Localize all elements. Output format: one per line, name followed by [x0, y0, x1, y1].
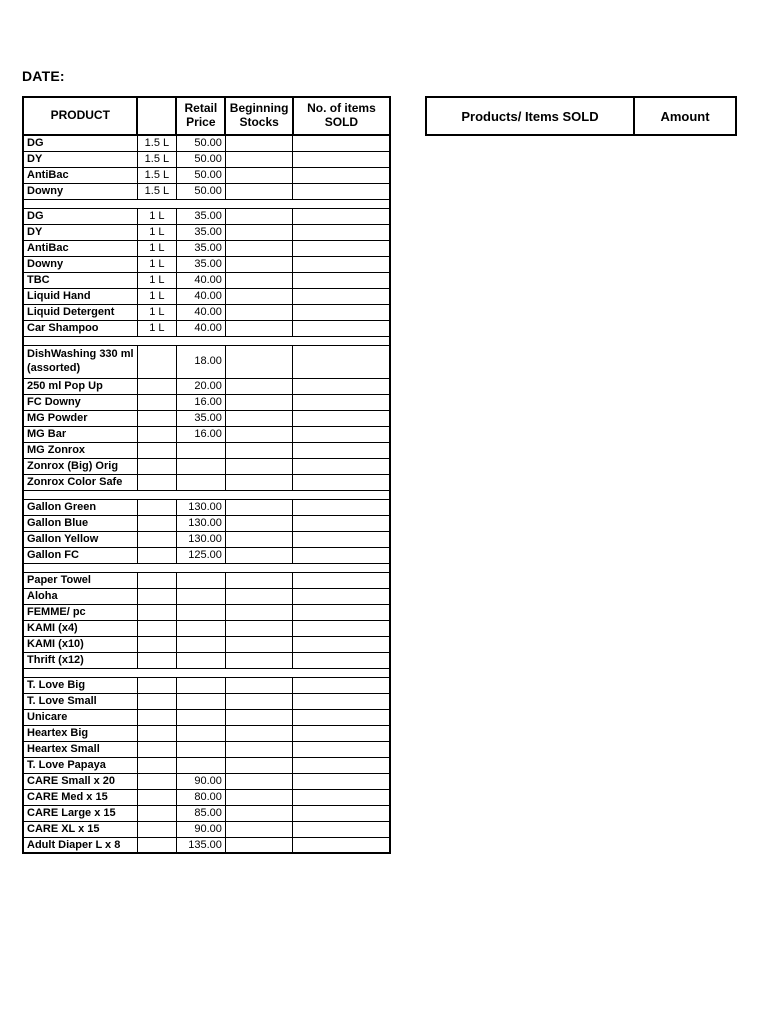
table-row	[23, 272, 390, 288]
items-sold-cell	[293, 151, 390, 167]
product-name-cell: Downy	[23, 256, 137, 272]
retail-price-cell: 40.00	[176, 288, 225, 304]
table-row	[23, 240, 390, 256]
table-row	[23, 499, 390, 515]
items-sold-cell	[293, 588, 390, 604]
retail-price-cell	[176, 620, 225, 636]
product-name-cell: FC Downy	[23, 394, 137, 410]
size-cell	[137, 442, 176, 458]
beginning-stocks-cell	[225, 410, 292, 426]
retail-price-cell: 90.00	[176, 773, 225, 789]
retail-price-cell: 135.00	[176, 837, 225, 853]
size-cell: 1 L	[137, 320, 176, 336]
header-amount: Amount	[634, 97, 736, 135]
product-name-cell: MG Bar	[23, 426, 137, 442]
product-name-cell: MG Powder	[23, 410, 137, 426]
table-row	[23, 677, 390, 693]
product-name-cell: Paper Towel	[23, 572, 137, 588]
retail-price-cell	[176, 709, 225, 725]
size-cell	[137, 837, 176, 853]
inventory-table	[22, 96, 391, 854]
spacer-cell	[23, 563, 390, 572]
table-row	[23, 636, 390, 652]
size-cell	[137, 636, 176, 652]
table-row	[23, 304, 390, 320]
product-name-cell: DY	[23, 151, 137, 167]
retail-price-cell: 40.00	[176, 272, 225, 288]
size-cell: 1.5 L	[137, 135, 176, 151]
beginning-stocks-cell	[225, 837, 292, 853]
retail-price-cell: 130.00	[176, 499, 225, 515]
table-row	[23, 547, 390, 563]
items-sold-cell	[293, 821, 390, 837]
beginning-stocks-cell	[225, 304, 292, 320]
retail-price-cell	[176, 474, 225, 490]
header-items-sold: No. of items SOLD	[293, 97, 390, 135]
retail-price-cell	[176, 693, 225, 709]
size-cell	[137, 394, 176, 410]
items-sold-cell	[293, 636, 390, 652]
product-name-cell: Thrift (x12)	[23, 652, 137, 668]
table-row	[23, 837, 390, 853]
size-cell	[137, 620, 176, 636]
table-row	[23, 725, 390, 741]
size-cell	[137, 515, 176, 531]
retail-price-cell	[176, 741, 225, 757]
table-row	[23, 151, 390, 167]
items-sold-cell	[293, 789, 390, 805]
size-cell	[137, 821, 176, 837]
size-cell	[137, 458, 176, 474]
product-name-cell: Heartex Big	[23, 725, 137, 741]
size-cell	[137, 693, 176, 709]
size-cell: 1 L	[137, 240, 176, 256]
table-row	[23, 531, 390, 547]
spacer-cell	[23, 490, 390, 499]
items-sold-cell	[293, 693, 390, 709]
retail-price-cell: 50.00	[176, 183, 225, 199]
beginning-stocks-cell	[225, 677, 292, 693]
beginning-stocks-cell	[225, 620, 292, 636]
table-row	[23, 821, 390, 837]
beginning-stocks-cell	[225, 208, 292, 224]
size-cell	[137, 773, 176, 789]
table-row	[23, 789, 390, 805]
beginning-stocks-cell	[225, 288, 292, 304]
product-name-cell: KAMI (x10)	[23, 636, 137, 652]
product-name-cell: CARE XL x 15	[23, 821, 137, 837]
table-row	[23, 208, 390, 224]
table-row	[23, 805, 390, 821]
size-cell: 1 L	[137, 288, 176, 304]
beginning-stocks-cell	[225, 741, 292, 757]
spacer-cell	[23, 336, 390, 345]
product-name-cell: DG	[23, 135, 137, 151]
size-cell	[137, 499, 176, 515]
product-name-cell: Liquid Hand	[23, 288, 137, 304]
product-name-cell: Zonrox (Big) Orig	[23, 458, 137, 474]
retail-price-cell: 130.00	[176, 515, 225, 531]
items-sold-cell	[293, 320, 390, 336]
items-sold-cell	[293, 572, 390, 588]
product-name-cell: Gallon Green	[23, 499, 137, 515]
spacer-cell	[23, 668, 390, 677]
product-name-cell: T. Love Small	[23, 693, 137, 709]
table-row	[23, 442, 390, 458]
beginning-stocks-cell	[225, 183, 292, 199]
product-name-cell: 250 ml Pop Up	[23, 378, 137, 394]
items-sold-cell	[293, 474, 390, 490]
beginning-stocks-cell	[225, 135, 292, 151]
header-retail-price: Retail Price	[176, 97, 225, 135]
table-row	[23, 224, 390, 240]
items-sold-cell	[293, 240, 390, 256]
items-sold-cell	[293, 757, 390, 773]
product-name-cell: Heartex Small	[23, 741, 137, 757]
items-sold-cell	[293, 135, 390, 151]
items-sold-cell	[293, 515, 390, 531]
retail-price-cell: 50.00	[176, 167, 225, 183]
retail-price-cell: 50.00	[176, 151, 225, 167]
beginning-stocks-cell	[225, 345, 292, 378]
beginning-stocks-cell	[225, 725, 292, 741]
header-beginning-stocks: Beginning Stocks	[225, 97, 292, 135]
beginning-stocks-cell	[225, 474, 292, 490]
items-sold-cell	[293, 272, 390, 288]
beginning-stocks-cell	[225, 531, 292, 547]
size-cell	[137, 531, 176, 547]
spacer-cell	[23, 199, 390, 208]
beginning-stocks-cell	[225, 588, 292, 604]
beginning-stocks-cell	[225, 773, 292, 789]
product-name-cell: Gallon Blue	[23, 515, 137, 531]
retail-price-cell	[176, 604, 225, 620]
items-sold-cell	[293, 410, 390, 426]
product-name-cell: KAMI (x4)	[23, 620, 137, 636]
items-sold-cell	[293, 224, 390, 240]
beginning-stocks-cell	[225, 272, 292, 288]
size-cell	[137, 378, 176, 394]
retail-price-cell	[176, 572, 225, 588]
retail-price-cell: 40.00	[176, 304, 225, 320]
size-cell	[137, 757, 176, 773]
beginning-stocks-cell	[225, 224, 292, 240]
size-cell: 1 L	[137, 272, 176, 288]
items-sold-cell	[293, 773, 390, 789]
table-row	[23, 458, 390, 474]
table-row	[23, 652, 390, 668]
retail-price-cell	[176, 636, 225, 652]
table-row	[23, 709, 390, 725]
product-name-cell: MG Zonrox	[23, 442, 137, 458]
table-row	[23, 288, 390, 304]
retail-price-cell: 40.00	[176, 320, 225, 336]
product-name-cell: T. Love Papaya	[23, 757, 137, 773]
retail-price-cell: 125.00	[176, 547, 225, 563]
product-name-cell: Unicare	[23, 709, 137, 725]
items-sold-cell	[293, 741, 390, 757]
retail-price-cell: 20.00	[176, 378, 225, 394]
retail-price-cell: 35.00	[176, 240, 225, 256]
table-row	[23, 693, 390, 709]
retail-price-cell: 18.00	[176, 345, 225, 378]
items-sold-cell	[293, 837, 390, 853]
product-name-cell: FEMME/ pc	[23, 604, 137, 620]
retail-price-cell	[176, 725, 225, 741]
beginning-stocks-cell	[225, 693, 292, 709]
size-cell	[137, 725, 176, 741]
table-row	[23, 741, 390, 757]
beginning-stocks-cell	[225, 240, 292, 256]
size-cell: 1.5 L	[137, 183, 176, 199]
size-cell	[137, 345, 176, 378]
table-row	[23, 620, 390, 636]
product-name-cell: CARE Med x 15	[23, 789, 137, 805]
table-row	[23, 773, 390, 789]
beginning-stocks-cell	[225, 256, 292, 272]
table-row	[23, 757, 390, 773]
retail-price-cell: 16.00	[176, 426, 225, 442]
beginning-stocks-cell	[225, 547, 292, 563]
items-sold-cell	[293, 620, 390, 636]
product-name-cell: CARE Large x 15	[23, 805, 137, 821]
size-cell: 1 L	[137, 208, 176, 224]
inventory-table-body	[23, 135, 390, 853]
retail-price-cell: 50.00	[176, 135, 225, 151]
date-label: DATE:	[22, 68, 65, 84]
items-sold-cell	[293, 442, 390, 458]
size-cell	[137, 426, 176, 442]
beginning-stocks-cell	[225, 320, 292, 336]
retail-price-cell: 35.00	[176, 410, 225, 426]
items-sold-cell	[293, 677, 390, 693]
beginning-stocks-cell	[225, 636, 292, 652]
size-cell: 1 L	[137, 256, 176, 272]
beginning-stocks-cell	[225, 789, 292, 805]
retail-price-cell: 35.00	[176, 256, 225, 272]
inventory-header-row	[23, 97, 390, 135]
spacer-row	[23, 199, 390, 208]
sold-summary-header-row	[426, 97, 736, 135]
size-cell	[137, 741, 176, 757]
product-name-cell: Gallon FC	[23, 547, 137, 563]
spacer-row	[23, 490, 390, 499]
beginning-stocks-cell	[225, 426, 292, 442]
items-sold-cell	[293, 183, 390, 199]
items-sold-cell	[293, 709, 390, 725]
size-cell	[137, 709, 176, 725]
beginning-stocks-cell	[225, 805, 292, 821]
beginning-stocks-cell	[225, 709, 292, 725]
beginning-stocks-cell	[225, 458, 292, 474]
items-sold-cell	[293, 499, 390, 515]
size-cell: 1 L	[137, 224, 176, 240]
size-cell: 1.5 L	[137, 151, 176, 167]
table-row	[23, 572, 390, 588]
retail-price-cell: 16.00	[176, 394, 225, 410]
beginning-stocks-cell	[225, 394, 292, 410]
beginning-stocks-cell	[225, 821, 292, 837]
items-sold-cell	[293, 394, 390, 410]
product-name-cell: Car Shampoo	[23, 320, 137, 336]
beginning-stocks-cell	[225, 442, 292, 458]
retail-price-cell	[176, 442, 225, 458]
product-name-cell: CARE Small x 20	[23, 773, 137, 789]
retail-price-cell: 35.00	[176, 224, 225, 240]
items-sold-cell	[293, 725, 390, 741]
size-cell	[137, 474, 176, 490]
table-row	[23, 345, 390, 378]
product-name-cell: TBC	[23, 272, 137, 288]
product-name-cell: Gallon Yellow	[23, 531, 137, 547]
table-row	[23, 378, 390, 394]
retail-price-cell: 90.00	[176, 821, 225, 837]
table-row	[23, 410, 390, 426]
header-size	[137, 97, 176, 135]
table-row	[23, 320, 390, 336]
retail-price-cell: 85.00	[176, 805, 225, 821]
header-product: PRODUCT	[23, 97, 137, 135]
table-row	[23, 167, 390, 183]
beginning-stocks-cell	[225, 652, 292, 668]
table-row	[23, 588, 390, 604]
items-sold-cell	[293, 652, 390, 668]
product-name-cell: AntiBac	[23, 240, 137, 256]
table-row	[23, 426, 390, 442]
items-sold-cell	[293, 345, 390, 378]
product-name-cell: Aloha	[23, 588, 137, 604]
product-name-cell: DishWashing 330 ml (assorted)	[23, 345, 137, 378]
product-name-cell: DG	[23, 208, 137, 224]
items-sold-cell	[293, 604, 390, 620]
product-name-cell: Zonrox Color Safe	[23, 474, 137, 490]
retail-price-cell: 35.00	[176, 208, 225, 224]
size-cell	[137, 652, 176, 668]
retail-price-cell	[176, 458, 225, 474]
beginning-stocks-cell	[225, 757, 292, 773]
retail-price-cell	[176, 588, 225, 604]
items-sold-cell	[293, 458, 390, 474]
beginning-stocks-cell	[225, 167, 292, 183]
items-sold-cell	[293, 256, 390, 272]
retail-price-cell	[176, 652, 225, 668]
size-cell	[137, 588, 176, 604]
product-name-cell: AntiBac	[23, 167, 137, 183]
spacer-row	[23, 563, 390, 572]
retail-price-cell	[176, 677, 225, 693]
spacer-row	[23, 336, 390, 345]
items-sold-cell	[293, 426, 390, 442]
items-sold-cell	[293, 531, 390, 547]
table-row	[23, 394, 390, 410]
product-name-cell: DY	[23, 224, 137, 240]
retail-price-cell: 80.00	[176, 789, 225, 805]
table-row	[23, 135, 390, 151]
size-cell	[137, 677, 176, 693]
size-cell	[137, 789, 176, 805]
items-sold-cell	[293, 378, 390, 394]
retail-price-cell	[176, 757, 225, 773]
header-products-items-sold: Products/ Items SOLD	[426, 97, 634, 135]
beginning-stocks-cell	[225, 572, 292, 588]
product-name-cell: Adult Diaper L x 8	[23, 837, 137, 853]
beginning-stocks-cell	[225, 378, 292, 394]
spacer-row	[23, 668, 390, 677]
items-sold-cell	[293, 288, 390, 304]
size-cell	[137, 547, 176, 563]
sold-summary-table	[425, 96, 737, 136]
size-cell	[137, 572, 176, 588]
beginning-stocks-cell	[225, 499, 292, 515]
items-sold-cell	[293, 167, 390, 183]
product-name-cell: T. Love Big	[23, 677, 137, 693]
product-name-cell: Liquid Detergent	[23, 304, 137, 320]
items-sold-cell	[293, 208, 390, 224]
beginning-stocks-cell	[225, 604, 292, 620]
table-row	[23, 604, 390, 620]
items-sold-cell	[293, 304, 390, 320]
size-cell: 1 L	[137, 304, 176, 320]
table-row	[23, 474, 390, 490]
beginning-stocks-cell	[225, 515, 292, 531]
items-sold-cell	[293, 547, 390, 563]
size-cell: 1.5 L	[137, 167, 176, 183]
table-row	[23, 256, 390, 272]
size-cell	[137, 805, 176, 821]
size-cell	[137, 410, 176, 426]
table-row	[23, 183, 390, 199]
beginning-stocks-cell	[225, 151, 292, 167]
table-row	[23, 515, 390, 531]
items-sold-cell	[293, 805, 390, 821]
retail-price-cell: 130.00	[176, 531, 225, 547]
size-cell	[137, 604, 176, 620]
product-name-cell: Downy	[23, 183, 137, 199]
